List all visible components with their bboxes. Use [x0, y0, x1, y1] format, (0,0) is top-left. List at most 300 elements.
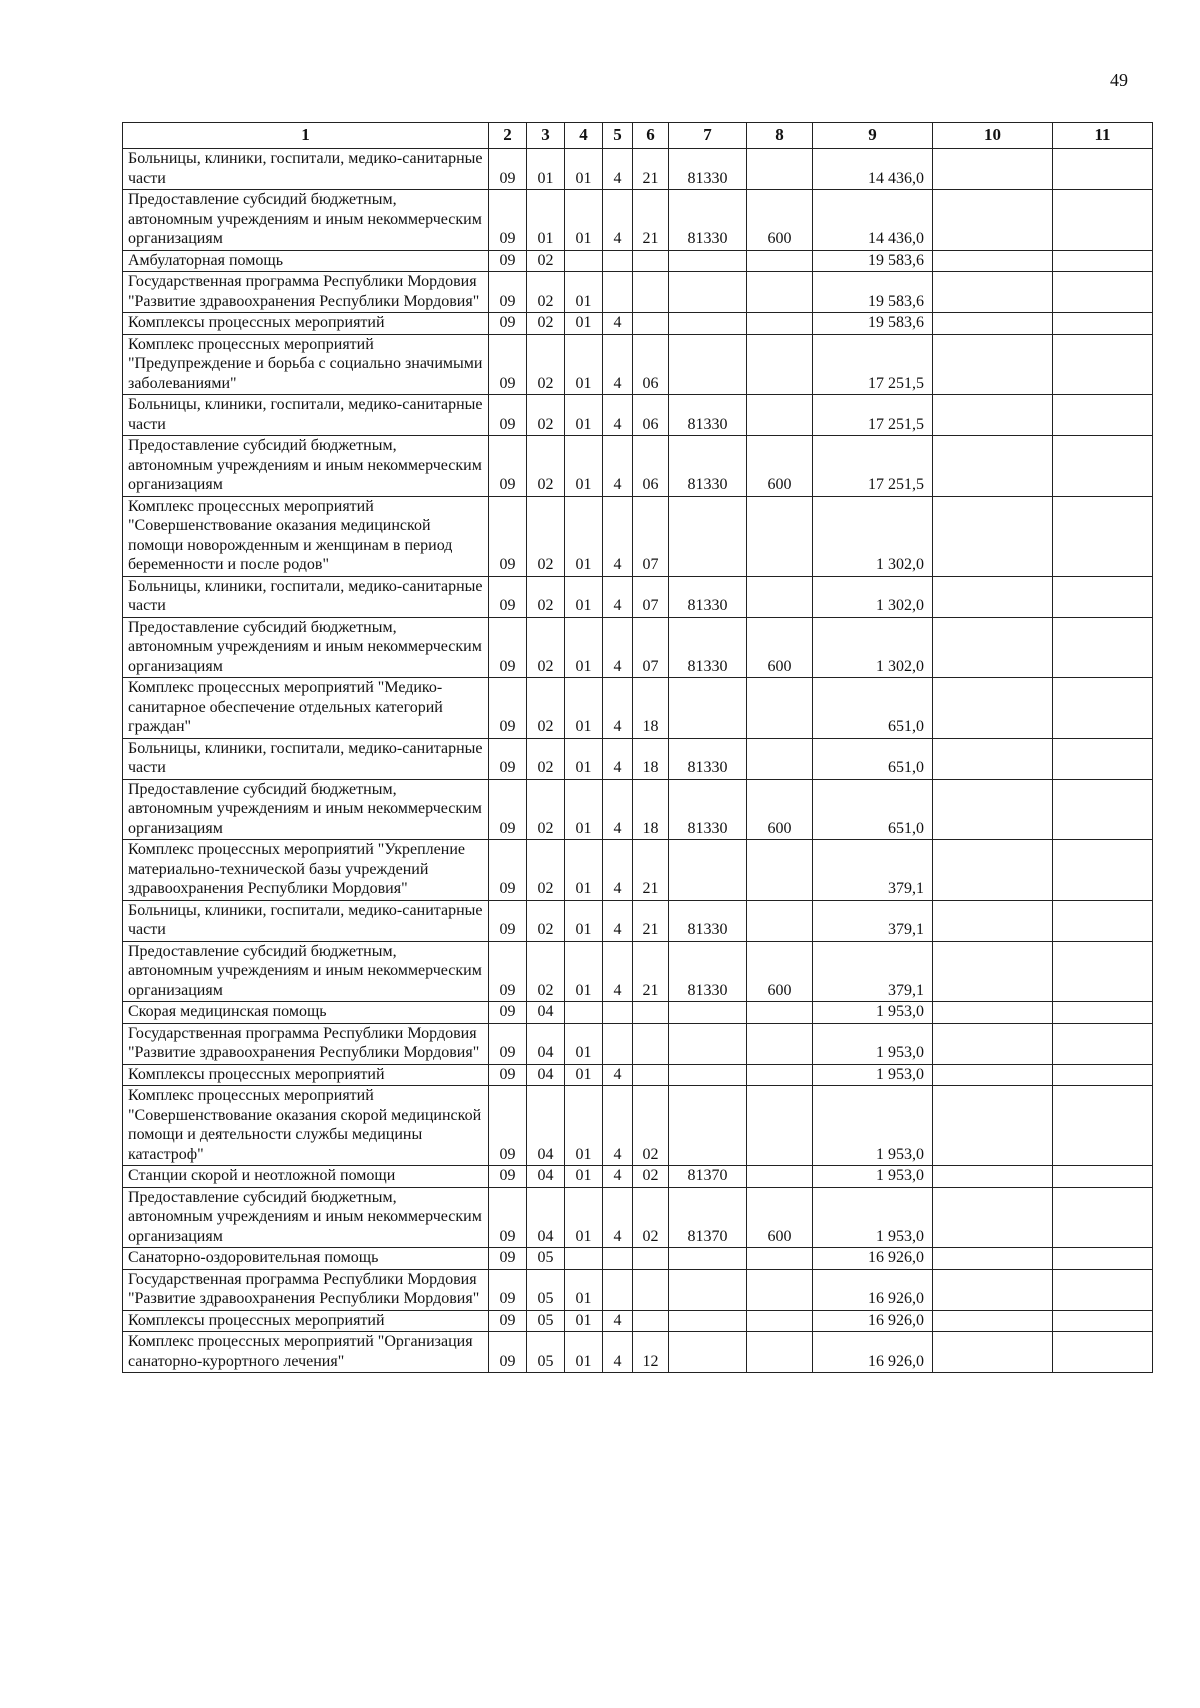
table-row: [123, 272, 1153, 313]
row-code-2-cell: 09: [489, 149, 527, 190]
row-amount-cell: 1 953,0: [813, 1187, 933, 1248]
row-code-3-cell: 02: [527, 395, 565, 436]
row-code-7-cell: 81370: [669, 1187, 747, 1248]
row-name-cell: Комплекс процессных мероприятий "Организация санаторно-курортного лечения": [123, 1332, 489, 1373]
row-code-6-cell: 06: [633, 436, 669, 497]
row-name-cell: Государственная программа Республики Мордовия "Развитие здравоохранения Республики Мордовия": [123, 1023, 489, 1064]
header-cell-10: 10: [933, 123, 1053, 149]
header-cell-11: 11: [1053, 123, 1153, 149]
row-code-5-cell: 4: [603, 1064, 633, 1086]
row-code-4-cell: 01: [565, 313, 603, 335]
row-col-10-cell: [933, 900, 1053, 941]
row-code-3-cell: 02: [527, 576, 565, 617]
row-code-4-cell: 01: [565, 1187, 603, 1248]
row-code-6-cell: [633, 313, 669, 335]
table-row: [123, 1310, 1153, 1332]
row-code-8-cell: 600: [747, 941, 813, 1002]
row-amount-cell: 1 953,0: [813, 1002, 933, 1024]
row-code-5-cell: 4: [603, 190, 633, 251]
row-code-8-cell: [747, 1310, 813, 1332]
table-row: [123, 1023, 1153, 1064]
row-code-5-cell: 4: [603, 1166, 633, 1188]
table-row: [123, 1269, 1153, 1310]
row-code-6-cell: 18: [633, 779, 669, 840]
row-code-3-cell: 02: [527, 617, 565, 678]
row-code-4-cell: 01: [565, 1064, 603, 1086]
row-code-4-cell: 01: [565, 779, 603, 840]
row-name-cell: Больницы, клиники, госпитали, медико-санитарные части: [123, 395, 489, 436]
row-name-cell: Больницы, клиники, госпитали, медико-санитарные части: [123, 900, 489, 941]
row-code-2-cell: 09: [489, 496, 527, 576]
row-amount-cell: 17 251,5: [813, 436, 933, 497]
row-code-5-cell: 4: [603, 617, 633, 678]
row-code-4-cell: [565, 1248, 603, 1270]
row-col-11-cell: [1053, 779, 1153, 840]
row-col-10-cell: [933, 738, 1053, 779]
row-code-7-cell: [669, 1064, 747, 1086]
row-name-cell: Комплекс процессных мероприятий "Совершенствование оказания скорой медицинской помощи и деятельности службы медицины катастроф": [123, 1086, 489, 1166]
table-row: [123, 149, 1153, 190]
row-code-6-cell: [633, 1023, 669, 1064]
header-cell-3: 3: [527, 123, 565, 149]
row-code-8-cell: [747, 576, 813, 617]
header-cell-2: 2: [489, 123, 527, 149]
table-row: [123, 1166, 1153, 1188]
row-col-11-cell: [1053, 395, 1153, 436]
row-code-6-cell: 07: [633, 576, 669, 617]
row-code-4-cell: 01: [565, 1086, 603, 1166]
row-name-cell: Предоставление субсидий бюджетным, автономным учреждениям и иным некоммерческим организациям: [123, 436, 489, 497]
row-code-6-cell: 06: [633, 395, 669, 436]
row-code-3-cell: 02: [527, 900, 565, 941]
row-code-2-cell: 09: [489, 941, 527, 1002]
row-code-2-cell: 09: [489, 1086, 527, 1166]
row-name-cell: Скорая медицинская помощь: [123, 1002, 489, 1024]
row-amount-cell: 14 436,0: [813, 149, 933, 190]
row-amount-cell: 19 583,6: [813, 250, 933, 272]
row-code-4-cell: 01: [565, 900, 603, 941]
row-code-8-cell: [747, 334, 813, 395]
row-amount-cell: 16 926,0: [813, 1269, 933, 1310]
row-code-5-cell: 4: [603, 1332, 633, 1373]
row-code-7-cell: 81330: [669, 190, 747, 251]
row-code-6-cell: 07: [633, 496, 669, 576]
table-row: [123, 1086, 1153, 1166]
row-name-cell: Больницы, клиники, госпитали, медико-санитарные части: [123, 576, 489, 617]
row-code-3-cell: 04: [527, 1166, 565, 1188]
row-code-2-cell: 09: [489, 1332, 527, 1373]
row-code-2-cell: 09: [489, 1187, 527, 1248]
row-name-cell: Комплекс процессных мероприятий "Укрепление материально-технической базы учреждений здравоохранения Республики Мордовия": [123, 840, 489, 901]
row-amount-cell: 1 953,0: [813, 1086, 933, 1166]
row-code-3-cell: 02: [527, 496, 565, 576]
row-code-3-cell: 04: [527, 1002, 565, 1024]
row-name-cell: Комплекс процессных мероприятий "Предупреждение и борьба с социально значимыми заболеваниями": [123, 334, 489, 395]
row-code-6-cell: 07: [633, 617, 669, 678]
row-name-cell: Предоставление субсидий бюджетным, автономным учреждениям и иным некоммерческим организациям: [123, 779, 489, 840]
row-code-5-cell: 4: [603, 900, 633, 941]
row-code-4-cell: 01: [565, 334, 603, 395]
row-col-10-cell: [933, 395, 1053, 436]
row-code-3-cell: 02: [527, 941, 565, 1002]
row-amount-cell: 379,1: [813, 941, 933, 1002]
row-code-2-cell: 09: [489, 678, 527, 739]
row-col-11-cell: [1053, 436, 1153, 497]
row-code-2-cell: 09: [489, 190, 527, 251]
row-code-4-cell: [565, 250, 603, 272]
row-col-11-cell: [1053, 678, 1153, 739]
row-code-8-cell: [747, 395, 813, 436]
row-code-4-cell: 01: [565, 436, 603, 497]
row-code-4-cell: 01: [565, 840, 603, 901]
row-code-6-cell: [633, 1310, 669, 1332]
row-code-5-cell: 4: [603, 395, 633, 436]
row-code-8-cell: 600: [747, 617, 813, 678]
row-code-8-cell: [747, 250, 813, 272]
row-col-11-cell: [1053, 1187, 1153, 1248]
row-col-11-cell: [1053, 1064, 1153, 1086]
row-code-8-cell: [747, 738, 813, 779]
table-row: [123, 1002, 1153, 1024]
row-col-11-cell: [1053, 941, 1153, 1002]
row-code-5-cell: [603, 1002, 633, 1024]
row-name-cell: Больницы, клиники, госпитали, медико-санитарные части: [123, 149, 489, 190]
row-code-6-cell: [633, 250, 669, 272]
row-code-8-cell: [747, 1332, 813, 1373]
row-name-cell: Станции скорой и неотложной помощи: [123, 1166, 489, 1188]
table-row: [123, 334, 1153, 395]
row-code-4-cell: 01: [565, 1166, 603, 1188]
row-amount-cell: 1 953,0: [813, 1023, 933, 1064]
row-code-2-cell: 09: [489, 1166, 527, 1188]
row-code-6-cell: 21: [633, 941, 669, 1002]
row-code-5-cell: 4: [603, 334, 633, 395]
table-row: [123, 1064, 1153, 1086]
row-col-11-cell: [1053, 576, 1153, 617]
row-col-10-cell: [933, 1002, 1053, 1024]
table-row: [123, 1248, 1153, 1270]
row-code-5-cell: 4: [603, 436, 633, 497]
row-amount-cell: 14 436,0: [813, 190, 933, 251]
budget-table: [122, 122, 1153, 1373]
row-name-cell: Комплексы процессных мероприятий: [123, 313, 489, 335]
row-amount-cell: 19 583,6: [813, 272, 933, 313]
row-col-10-cell: [933, 1023, 1053, 1064]
row-col-10-cell: [933, 436, 1053, 497]
row-amount-cell: 651,0: [813, 779, 933, 840]
row-code-6-cell: 06: [633, 334, 669, 395]
row-code-2-cell: 09: [489, 395, 527, 436]
row-code-3-cell: 02: [527, 779, 565, 840]
row-amount-cell: 1 302,0: [813, 576, 933, 617]
row-code-8-cell: [747, 678, 813, 739]
row-amount-cell: 379,1: [813, 840, 933, 901]
table-row: [123, 900, 1153, 941]
row-code-5-cell: [603, 250, 633, 272]
row-amount-cell: 1 953,0: [813, 1166, 933, 1188]
row-code-7-cell: 81330: [669, 436, 747, 497]
row-col-10-cell: [933, 1332, 1053, 1373]
row-amount-cell: 17 251,5: [813, 395, 933, 436]
row-col-11-cell: [1053, 1023, 1153, 1064]
row-col-11-cell: [1053, 738, 1153, 779]
table-row: [123, 1187, 1153, 1248]
row-code-7-cell: [669, 1023, 747, 1064]
row-name-cell: Предоставление субсидий бюджетным, автономным учреждениям и иным некоммерческим организациям: [123, 1187, 489, 1248]
row-code-6-cell: [633, 1002, 669, 1024]
row-col-10-cell: [933, 1064, 1053, 1086]
row-name-cell: Санаторно-оздоровительная помощь: [123, 1248, 489, 1270]
budget-table-container: [122, 122, 1152, 1373]
row-code-3-cell: 04: [527, 1086, 565, 1166]
row-name-cell: Предоставление субсидий бюджетным, автономным учреждениям и иным некоммерческим организациям: [123, 617, 489, 678]
row-col-10-cell: [933, 190, 1053, 251]
table-row: [123, 779, 1153, 840]
row-code-7-cell: 81330: [669, 576, 747, 617]
row-code-8-cell: [747, 1086, 813, 1166]
row-code-8-cell: 600: [747, 1187, 813, 1248]
row-code-2-cell: 09: [489, 436, 527, 497]
row-code-2-cell: 09: [489, 1002, 527, 1024]
row-amount-cell: 651,0: [813, 678, 933, 739]
row-code-8-cell: [747, 496, 813, 576]
row-code-5-cell: 4: [603, 1310, 633, 1332]
row-code-3-cell: 05: [527, 1332, 565, 1373]
row-col-10-cell: [933, 1310, 1053, 1332]
row-code-4-cell: 01: [565, 576, 603, 617]
row-name-cell: Комплекс процессных мероприятий "Совершенствование оказания медицинской помощи новорожденным и женщинам в период беременности и после родов": [123, 496, 489, 576]
header-cell-1: 1: [123, 123, 489, 149]
row-code-8-cell: 600: [747, 779, 813, 840]
row-col-11-cell: [1053, 496, 1153, 576]
row-code-8-cell: [747, 1002, 813, 1024]
row-code-3-cell: 02: [527, 436, 565, 497]
table-row: [123, 250, 1153, 272]
row-amount-cell: 16 926,0: [813, 1310, 933, 1332]
table-row: [123, 496, 1153, 576]
row-code-6-cell: 02: [633, 1086, 669, 1166]
row-col-11-cell: [1053, 1002, 1153, 1024]
row-col-11-cell: [1053, 1332, 1153, 1373]
row-col-10-cell: [933, 617, 1053, 678]
row-col-11-cell: [1053, 149, 1153, 190]
row-code-5-cell: [603, 272, 633, 313]
row-col-10-cell: [933, 941, 1053, 1002]
row-code-5-cell: 4: [603, 941, 633, 1002]
header-cell-7: 7: [669, 123, 747, 149]
row-code-5-cell: [603, 1248, 633, 1270]
row-code-2-cell: 09: [489, 313, 527, 335]
row-code-3-cell: 05: [527, 1310, 565, 1332]
row-code-4-cell: 01: [565, 1023, 603, 1064]
row-code-7-cell: [669, 840, 747, 901]
row-code-4-cell: 01: [565, 149, 603, 190]
row-code-4-cell: 01: [565, 1310, 603, 1332]
table-row: [123, 617, 1153, 678]
row-code-8-cell: [747, 313, 813, 335]
row-code-3-cell: 02: [527, 678, 565, 739]
row-code-6-cell: 18: [633, 678, 669, 739]
row-name-cell: Комплексы процессных мероприятий: [123, 1310, 489, 1332]
row-col-11-cell: [1053, 334, 1153, 395]
row-col-10-cell: [933, 1187, 1053, 1248]
row-code-7-cell: [669, 1269, 747, 1310]
row-code-2-cell: 09: [489, 1248, 527, 1270]
row-col-10-cell: [933, 250, 1053, 272]
row-code-6-cell: [633, 1269, 669, 1310]
row-code-4-cell: 01: [565, 941, 603, 1002]
row-code-7-cell: [669, 334, 747, 395]
row-code-2-cell: 09: [489, 1269, 527, 1310]
row-code-3-cell: 02: [527, 313, 565, 335]
row-code-7-cell: 81370: [669, 1166, 747, 1188]
row-code-4-cell: [565, 1002, 603, 1024]
row-code-3-cell: 05: [527, 1248, 565, 1270]
row-col-10-cell: [933, 779, 1053, 840]
row-code-7-cell: [669, 272, 747, 313]
row-code-3-cell: 01: [527, 149, 565, 190]
row-code-5-cell: [603, 1269, 633, 1310]
row-code-8-cell: [747, 900, 813, 941]
row-name-cell: Амбулаторная помощь: [123, 250, 489, 272]
row-code-2-cell: 09: [489, 738, 527, 779]
row-code-7-cell: [669, 1002, 747, 1024]
row-col-10-cell: [933, 334, 1053, 395]
page-number: 49: [1110, 70, 1128, 90]
row-code-8-cell: [747, 149, 813, 190]
row-code-7-cell: 81330: [669, 900, 747, 941]
row-code-5-cell: 4: [603, 496, 633, 576]
row-col-10-cell: [933, 313, 1053, 335]
row-col-10-cell: [933, 496, 1053, 576]
row-name-cell: Больницы, клиники, госпитали, медико-санитарные части: [123, 738, 489, 779]
row-code-3-cell: 02: [527, 250, 565, 272]
table-row: [123, 840, 1153, 901]
row-code-2-cell: 09: [489, 1064, 527, 1086]
row-amount-cell: 651,0: [813, 738, 933, 779]
row-col-11-cell: [1053, 1248, 1153, 1270]
row-code-6-cell: 18: [633, 738, 669, 779]
row-code-5-cell: 4: [603, 576, 633, 617]
table-row: [123, 190, 1153, 251]
row-code-5-cell: 4: [603, 779, 633, 840]
row-code-3-cell: 02: [527, 272, 565, 313]
row-code-2-cell: 09: [489, 1023, 527, 1064]
row-col-10-cell: [933, 576, 1053, 617]
row-code-7-cell: 81330: [669, 149, 747, 190]
row-col-11-cell: [1053, 1086, 1153, 1166]
row-code-6-cell: [633, 1248, 669, 1270]
row-code-3-cell: 05: [527, 1269, 565, 1310]
row-code-6-cell: 02: [633, 1187, 669, 1248]
table-row: [123, 678, 1153, 739]
row-name-cell: Предоставление субсидий бюджетным, автономным учреждениям и иным некоммерческим организациям: [123, 190, 489, 251]
row-code-8-cell: [747, 1248, 813, 1270]
row-code-6-cell: 02: [633, 1166, 669, 1188]
row-amount-cell: 19 583,6: [813, 313, 933, 335]
row-code-6-cell: 21: [633, 900, 669, 941]
header-cell-6: 6: [633, 123, 669, 149]
row-amount-cell: 16 926,0: [813, 1248, 933, 1270]
row-code-6-cell: [633, 1064, 669, 1086]
row-code-6-cell: 21: [633, 840, 669, 901]
row-code-3-cell: 02: [527, 738, 565, 779]
row-code-2-cell: 09: [489, 272, 527, 313]
row-code-7-cell: [669, 1086, 747, 1166]
row-code-4-cell: 01: [565, 1332, 603, 1373]
table-row: [123, 941, 1153, 1002]
row-amount-cell: 17 251,5: [813, 334, 933, 395]
row-col-11-cell: [1053, 313, 1153, 335]
row-code-7-cell: [669, 1310, 747, 1332]
row-amount-cell: 1 302,0: [813, 496, 933, 576]
row-code-4-cell: 01: [565, 678, 603, 739]
row-code-2-cell: 09: [489, 779, 527, 840]
row-code-3-cell: 04: [527, 1187, 565, 1248]
row-code-4-cell: 01: [565, 272, 603, 313]
row-code-5-cell: 4: [603, 1187, 633, 1248]
row-code-2-cell: 09: [489, 334, 527, 395]
row-code-8-cell: [747, 1166, 813, 1188]
row-code-7-cell: 81330: [669, 941, 747, 1002]
row-code-8-cell: [747, 1269, 813, 1310]
row-col-11-cell: [1053, 900, 1153, 941]
row-code-8-cell: [747, 840, 813, 901]
row-name-cell: Комплексы процессных мероприятий: [123, 1064, 489, 1086]
row-code-8-cell: [747, 1064, 813, 1086]
header-cell-9: 9: [813, 123, 933, 149]
row-code-6-cell: 21: [633, 190, 669, 251]
row-code-4-cell: 01: [565, 1269, 603, 1310]
row-code-7-cell: 81330: [669, 779, 747, 840]
row-code-5-cell: 4: [603, 1086, 633, 1166]
row-code-8-cell: [747, 272, 813, 313]
row-code-5-cell: 4: [603, 149, 633, 190]
row-col-11-cell: [1053, 190, 1153, 251]
row-col-11-cell: [1053, 1166, 1153, 1188]
row-col-10-cell: [933, 678, 1053, 739]
row-col-10-cell: [933, 1086, 1053, 1166]
row-code-3-cell: 02: [527, 334, 565, 395]
row-col-11-cell: [1053, 250, 1153, 272]
row-col-11-cell: [1053, 272, 1153, 313]
row-code-5-cell: 4: [603, 678, 633, 739]
row-name-cell: Государственная программа Республики Мордовия "Развитие здравоохранения Республики Мордовия": [123, 272, 489, 313]
row-code-5-cell: [603, 1023, 633, 1064]
row-code-3-cell: 02: [527, 840, 565, 901]
row-code-2-cell: 09: [489, 250, 527, 272]
row-name-cell: Государственная программа Республики Мордовия "Развитие здравоохранения Республики Мордовия": [123, 1269, 489, 1310]
row-col-11-cell: [1053, 840, 1153, 901]
row-code-7-cell: 81330: [669, 617, 747, 678]
row-code-8-cell: [747, 1023, 813, 1064]
row-code-7-cell: [669, 250, 747, 272]
row-code-5-cell: 4: [603, 840, 633, 901]
row-code-2-cell: 09: [489, 840, 527, 901]
table-row: [123, 738, 1153, 779]
row-code-7-cell: [669, 678, 747, 739]
row-code-6-cell: 21: [633, 149, 669, 190]
header-row: [123, 123, 1153, 149]
header-cell-8: 8: [747, 123, 813, 149]
row-code-2-cell: 09: [489, 900, 527, 941]
row-amount-cell: 379,1: [813, 900, 933, 941]
row-code-8-cell: 600: [747, 436, 813, 497]
row-code-6-cell: 12: [633, 1332, 669, 1373]
row-code-7-cell: 81330: [669, 738, 747, 779]
row-col-10-cell: [933, 149, 1053, 190]
row-code-4-cell: 01: [565, 617, 603, 678]
